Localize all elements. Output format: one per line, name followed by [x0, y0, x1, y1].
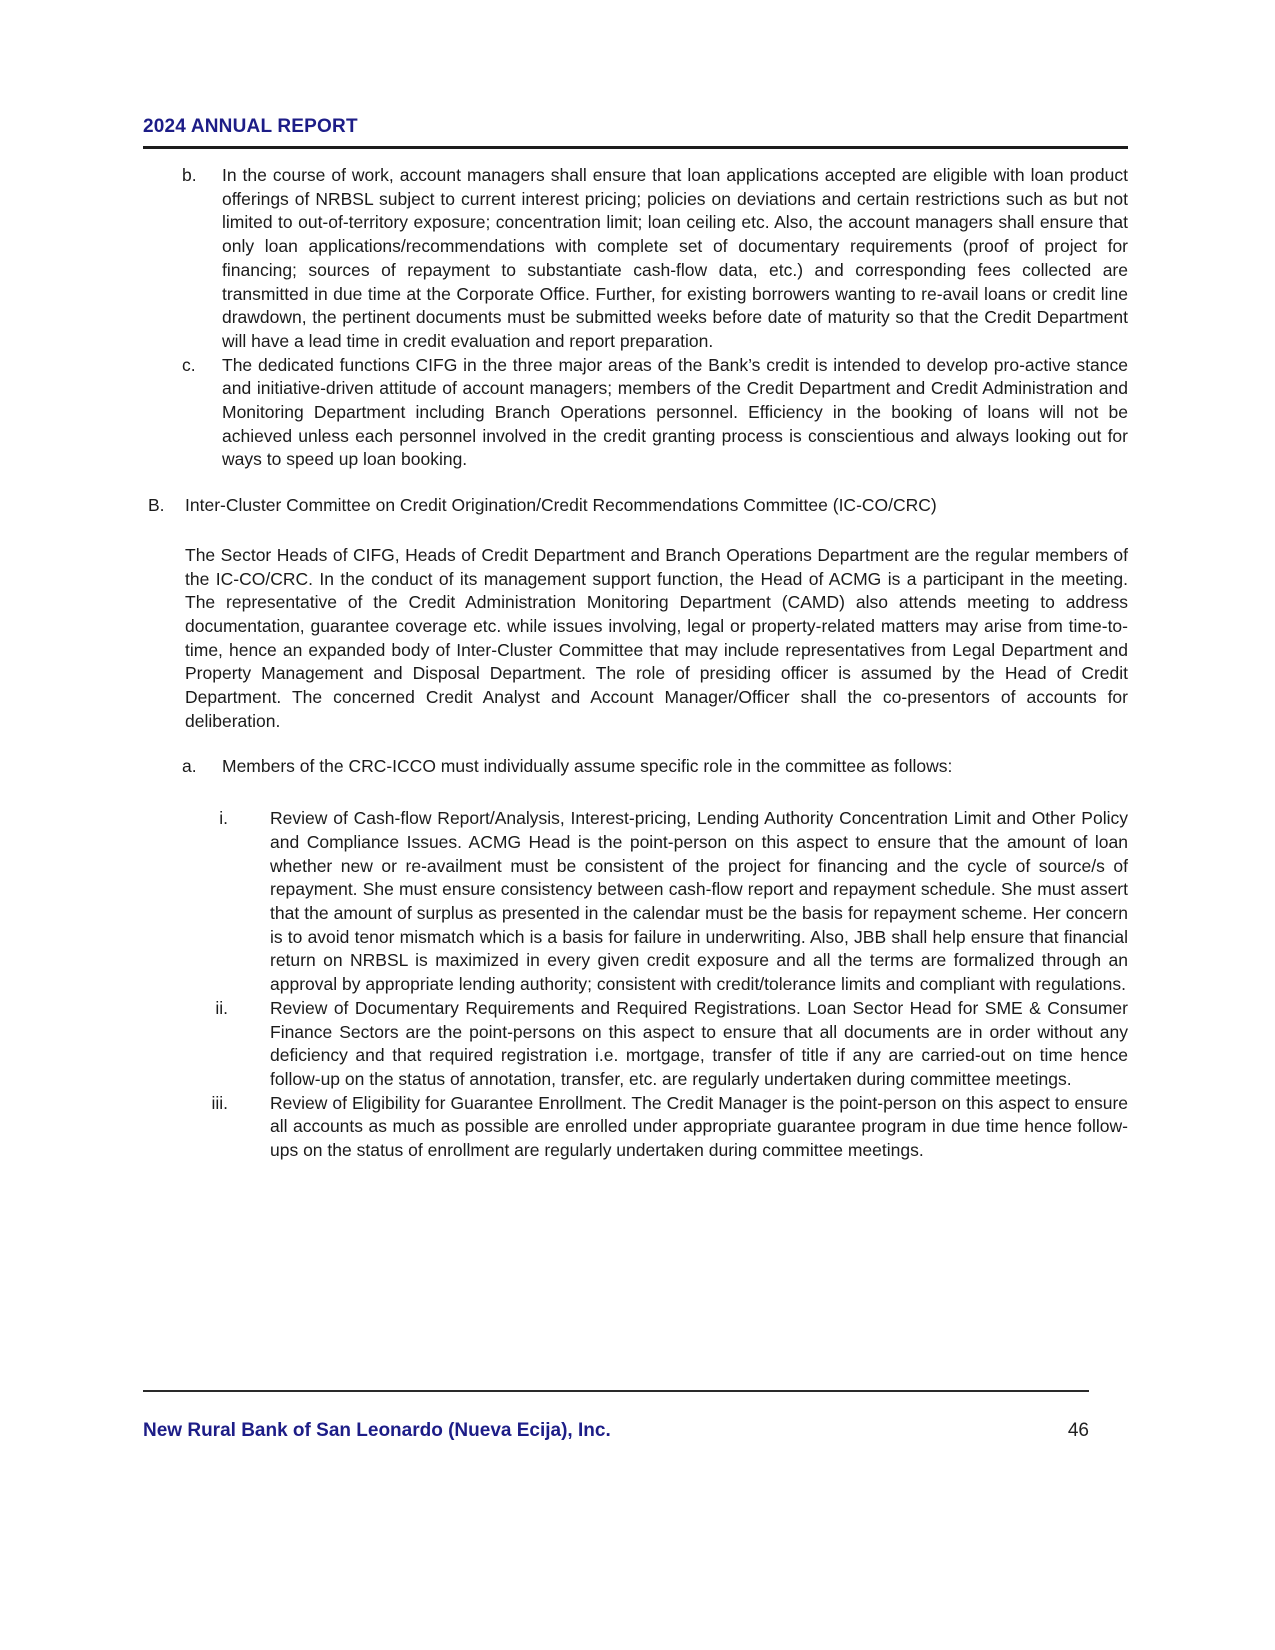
list-item-b-text: In the course of work, account managers shall ensure that loan applications accepted are eligible with loan product offerings of NRBSL subject to current interest pricing; policies on deviations and certain restrictions such as but not limited to out-of-territory exposure; concentration limit; loan ceiling etc. Also, the account managers shall ensure that only loan applications/recommendations with complete set of documentary requirements (proof of project for financing; sources of repayment to substantiate cash-flow data, etc.) and corresponding fees collected are transmitted in due time at the Corporate Office. Further, for existing borrowers wanting to re-avail loans or credit line drawdown, the pertinent documents must be submitted weeks before date of maturity so that the Credit Department will have a lead time in credit evaluation and report preparation.	[222, 165, 1128, 351]
section-b-label: B.	[148, 495, 165, 516]
roman-item-i-label: i.	[219, 808, 228, 829]
footer-row	[143, 1420, 1089, 1442]
list-item-c-text: The dedicated functions CIFG in the three major areas of the Bank’s credit is intended to develop pro-active stance and initiative-driven attitude of account managers; members of the Credit Department and Credit Administration and Monitoring Department including Branch Operations personnel. Efficiency in the booking of loans will not be achieved unless each personnel involved in the credit granting process is conscientious and always looking out for ways to speed up loan booking.	[222, 354, 1128, 470]
lettered-list-bc	[143, 164, 1128, 472]
roman-item-iii	[143, 1092, 1128, 1163]
roman-item-iii-label: iii.	[211, 1092, 228, 1113]
footer-bank-name: New Rural Bank of San Leonardo (Nueva Ecija), Inc.	[143, 1420, 611, 1441]
list-item-c-label: c.	[182, 354, 196, 375]
page-header-title: 2024 ANNUAL REPORT	[143, 116, 358, 137]
document-body	[143, 164, 1128, 1163]
page-footer	[143, 1390, 1089, 1442]
list-item-b-label: b.	[182, 165, 197, 185]
section-b-title: Inter-Cluster Committee on Credit Origination/Credit Recommendations Committee (IC-CO/CRC)	[185, 495, 937, 516]
roman-item-iii-text: Review of Eligibility for Guarantee Enrollment. The Credit Manager is the point-person on this aspect to ensure all accounts as much as possible are enrolled under appropriate guarantee program in due time hence follow-ups on the status of enrollment are regularly undertaken during committee meetings.	[270, 1092, 1128, 1161]
section-b-heading	[143, 494, 1128, 518]
list-item-b	[143, 164, 1128, 354]
page-header	[143, 114, 1128, 149]
footer-page-number: 46	[1067, 1420, 1089, 1441]
footer-rule	[143, 1390, 1089, 1392]
roman-item-ii-text: Review of Documentary Requirements and Required Registrations. Loan Sector Head for SME & Consumer Finance Sectors are the point-persons on this aspect to ensure that all documents are in order without any deficiency and that required registration i.e. mortgage, transfer of title if any are carried-out on time hence follow-up on the status of annotation, transfer, etc. are regularly undertaken during committee meetings.	[270, 997, 1128, 1089]
header-rule	[143, 146, 1128, 149]
list-item-a	[143, 755, 1128, 779]
roman-list	[143, 807, 1128, 1163]
section-b-paragraph: The Sector Heads of CIFG, Heads of Credit Department and Branch Operations Department are the regular members of the IC-CO/CRC. In the conduct of its management support function, the Head of ACMG is a participant in the meeting. The representative of the Credit Administration Monitoring Department (CAMD) also attends meeting to address documentation, guarantee coverage etc. while issues involving, legal or property-related matters may arise from time-to-time, hence an expanded body of Inter-Cluster Committee that may include representatives from Legal Department and Property Management and Disposal Department. The role of presiding officer is assumed by the Head of Credit Department. The concerned Credit Analyst and Account Manager/Officer shall the co-presentors of accounts for deliberation.	[185, 544, 1128, 731]
list-item-a-label: a.	[182, 756, 197, 777]
roman-item-i-text: Review of Cash-flow Report/Analysis, Interest-pricing, Lending Authority Concentration Limit and Other Policy and Compliance Issues. ACMG Head is the point-person on this aspect to ensure that the amount of loan whether new or re-availment must be consistent of the project for financing and the cycle of source/s of repayment. She must ensure consistency between cash-flow report and repayment schedule. She must assert that the amount of surplus as presented in the calendar must be the basis for repayment scheme. Her concern is to avoid tenor mismatch which is a basis for failure in underwriting. Also, JBB shall help ensure that financial return on NRBSL is maximized in every given credit exposure and all the terms are formalized through an approval by appropriate lending authority; consistent with credit/tolerance limits and compliant with regulations.	[270, 808, 1128, 995]
roman-item-ii	[143, 997, 1128, 1092]
roman-item-i	[143, 807, 1128, 997]
list-item-a-text: Members of the CRC-ICCO must individually assume specific role in the committee as follows:	[222, 756, 953, 777]
list-item-c	[143, 354, 1128, 473]
roman-item-ii-label: ii.	[215, 997, 228, 1018]
